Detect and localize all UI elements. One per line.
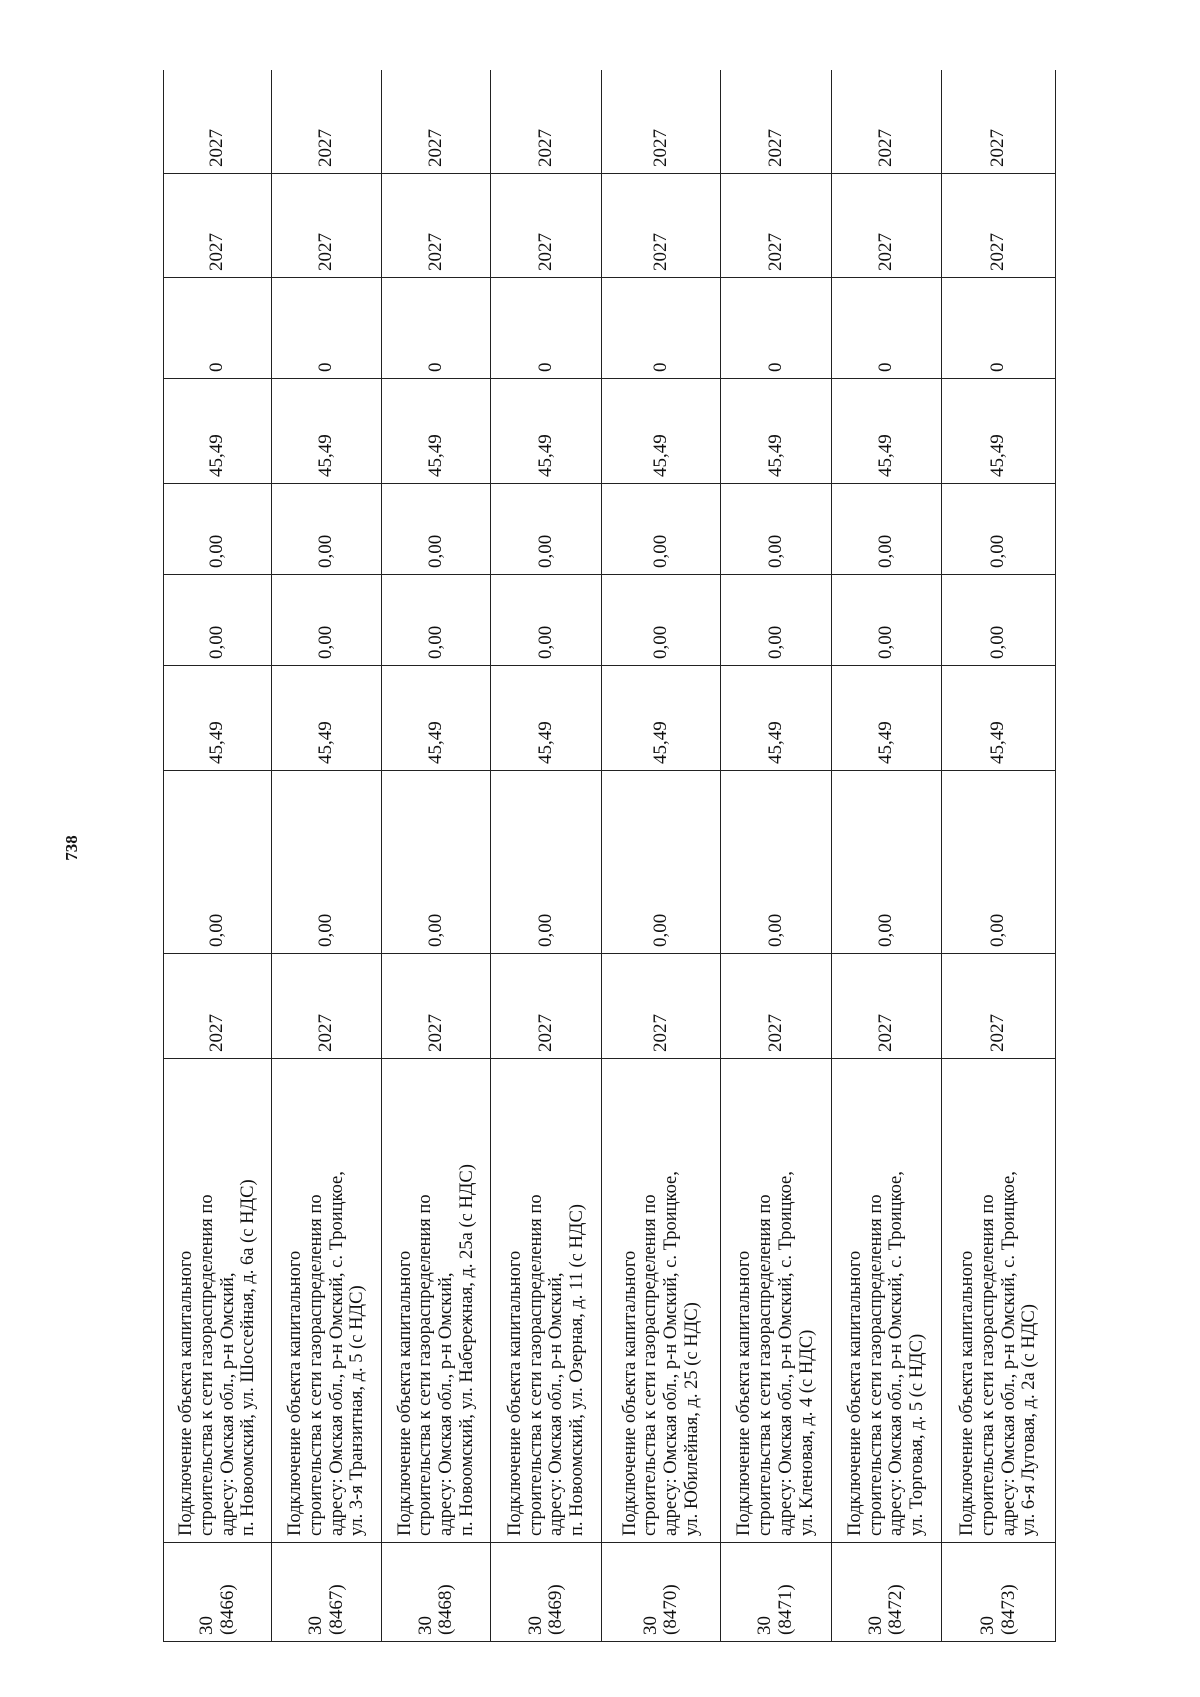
end-year-cell: 2027	[164, 70, 272, 174]
row-number: 30	[754, 1616, 776, 1635]
object-description-cell	[164, 1059, 272, 1543]
row-number-cell	[721, 1543, 832, 1642]
value-cell-1: 0,00	[272, 771, 382, 954]
value-cell-5: 45,49	[272, 379, 382, 484]
start-year-cell: 2027	[602, 174, 721, 278]
year-cell: 2027	[164, 954, 272, 1059]
start-year-cell: 2027	[381, 174, 491, 278]
row-code: (8471)	[774, 1584, 796, 1635]
year-cell: 2027	[831, 954, 942, 1059]
description-line: Подключение объекта капитального	[504, 1250, 525, 1536]
description-line: ул. Кленовая, д. 4 (с НДС)	[796, 1329, 817, 1536]
year-cell: 2027	[272, 954, 382, 1059]
description-line: Подключение объекта капитального	[619, 1250, 640, 1536]
row-number: 30	[414, 1616, 436, 1635]
description-line: Подключение объекта капитального	[285, 1250, 306, 1536]
end-year-cell: 2027	[721, 70, 832, 174]
description-line: п. Новоомский, ул. Набережная, д. 25а (с НДС)	[456, 1164, 477, 1536]
value-cell-2: 45,49	[602, 666, 721, 771]
value-cell-3: 0,00	[721, 575, 832, 666]
description-line: Подключение объекта капитального	[957, 1250, 978, 1536]
value-cell-6: 0	[602, 278, 721, 379]
value-cell-5: 45,49	[164, 379, 272, 484]
row-number-cell	[491, 1543, 602, 1642]
row-number: 30	[977, 1616, 999, 1635]
description-line: адресу: Омская обл., р-н Омский, с. Троицкое,	[661, 1171, 682, 1536]
value-cell-4: 0,00	[164, 484, 272, 575]
row-code: (8469)	[545, 1584, 567, 1635]
start-year-cell: 2027	[942, 174, 1056, 278]
value-cell-1: 0,00	[381, 771, 491, 954]
description-line: Подключение объекта капитального	[176, 1250, 197, 1536]
value-cell-2: 45,49	[381, 666, 491, 771]
end-year-cell: 2027	[831, 70, 942, 174]
value-cell-6: 0	[272, 278, 382, 379]
row-number-cell	[164, 1543, 272, 1642]
start-year-cell: 2027	[831, 174, 942, 278]
object-description-cell	[381, 1059, 491, 1543]
description-line: адресу: Омская обл., р-н Омский, с. Троицкое,	[326, 1171, 347, 1536]
value-cell-2: 45,49	[721, 666, 832, 771]
row-number: 30	[864, 1616, 886, 1635]
row-code: (8470)	[660, 1584, 682, 1635]
description-line: строительства к сети газораспределения по	[525, 1194, 546, 1536]
row-code: (8472)	[885, 1584, 907, 1635]
description-line: строительства к сети газораспределения по	[755, 1194, 776, 1536]
year-cell: 2027	[491, 954, 602, 1059]
start-year-cell: 2027	[491, 174, 602, 278]
page-number: 738	[62, 835, 81, 861]
value-cell-1: 0,00	[831, 771, 942, 954]
description-line: ул. Юбилейная, д. 25 (с НДС)	[681, 1302, 702, 1536]
value-cell-6: 0	[491, 278, 602, 379]
description-line: ул. 6-я Луговая, д. 2а (с НДС)	[1019, 1304, 1040, 1536]
row-number-cell	[381, 1543, 491, 1642]
value-cell-6: 0	[942, 278, 1056, 379]
table-frame	[163, 70, 1056, 1642]
description-line: адресу: Омская обл., р-н Омский, с. Троицкое,	[775, 1171, 796, 1536]
table-row	[942, 70, 1056, 1642]
value-cell-1: 0,00	[721, 771, 832, 954]
value-cell-1: 0,00	[164, 771, 272, 954]
row-number-cell	[272, 1543, 382, 1642]
description-line: адресу: Омская обл., р-н Омский,	[436, 1272, 457, 1536]
description-line: адресу: Омская обл., р-н Омский,	[546, 1272, 567, 1536]
value-cell-2: 45,49	[164, 666, 272, 771]
row-code: (8473)	[997, 1584, 1019, 1635]
description-line: п. Новоомский, ул. Озерная, д. 11 (с НДС)	[566, 1204, 587, 1536]
value-cell-2: 45,49	[272, 666, 382, 771]
table-row	[491, 70, 602, 1642]
description-line: адресу: Омская обл., р-н Омский,	[217, 1272, 238, 1536]
investment-table	[163, 70, 1056, 1642]
description-line: строительства к сети газораспределения по	[415, 1194, 436, 1536]
value-cell-5: 45,49	[381, 379, 491, 484]
object-description-cell	[272, 1059, 382, 1543]
object-description-cell	[602, 1059, 721, 1543]
table-row	[381, 70, 491, 1642]
row-number: 30	[305, 1616, 327, 1635]
start-year-cell: 2027	[272, 174, 382, 278]
value-cell-3: 0,00	[602, 575, 721, 666]
value-cell-3: 0,00	[272, 575, 382, 666]
description-line: ул. Торговая, д. 5 (с НДС)	[907, 1333, 928, 1536]
year-cell: 2027	[602, 954, 721, 1059]
value-cell-4: 0,00	[491, 484, 602, 575]
table-row	[164, 70, 272, 1642]
table-row	[721, 70, 832, 1642]
description-line: Подключение объекта капитального	[734, 1250, 755, 1536]
row-number: 30	[524, 1616, 546, 1635]
value-cell-4: 0,00	[942, 484, 1056, 575]
year-cell: 2027	[942, 954, 1056, 1059]
end-year-cell: 2027	[942, 70, 1056, 174]
row-code: (8466)	[216, 1584, 238, 1635]
description-line: адресу: Омская обл., р-н Омский, с. Троицкое,	[998, 1171, 1019, 1536]
table-body	[164, 70, 1056, 1642]
end-year-cell: 2027	[491, 70, 602, 174]
rotated-table-container	[163, 70, 1056, 1642]
value-cell-4: 0,00	[721, 484, 832, 575]
row-number-cell	[602, 1543, 721, 1642]
object-description-cell	[942, 1059, 1056, 1543]
value-cell-4: 0,00	[831, 484, 942, 575]
table-row	[602, 70, 721, 1642]
description-line: строительства к сети газораспределения по	[305, 1194, 326, 1536]
description-line: строительства к сети газораспределения по	[977, 1194, 998, 1536]
start-year-cell: 2027	[164, 174, 272, 278]
value-cell-1: 0,00	[491, 771, 602, 954]
value-cell-3: 0,00	[491, 575, 602, 666]
value-cell-5: 45,49	[602, 379, 721, 484]
value-cell-5: 45,49	[491, 379, 602, 484]
value-cell-3: 0,00	[942, 575, 1056, 666]
row-number: 30	[196, 1616, 218, 1635]
value-cell-4: 0,00	[602, 484, 721, 575]
value-cell-5: 45,49	[942, 379, 1056, 484]
start-year-cell: 2027	[721, 174, 832, 278]
object-description-cell	[831, 1059, 942, 1543]
value-cell-3: 0,00	[164, 575, 272, 666]
description-line: строительства к сети газораспределения по	[197, 1194, 217, 1536]
value-cell-2: 45,49	[491, 666, 602, 771]
value-cell-1: 0,00	[942, 771, 1056, 954]
year-cell: 2027	[721, 954, 832, 1059]
value-cell-3: 0,00	[381, 575, 491, 666]
value-cell-4: 0,00	[272, 484, 382, 575]
description-line: Подключение объекта капитального	[394, 1250, 415, 1536]
value-cell-6: 0	[721, 278, 832, 379]
table-row	[272, 70, 382, 1642]
value-cell-6: 0	[831, 278, 942, 379]
row-code: (8468)	[435, 1584, 457, 1635]
value-cell-6: 0	[164, 278, 272, 379]
description-line: адресу: Омская обл., р-н Омский, с. Троицкое,	[886, 1171, 907, 1536]
description-line: п. Новоомский, ул. Шоссейная, д. 6а (с НДС)	[238, 1179, 259, 1536]
value-cell-5: 45,49	[721, 379, 832, 484]
description-line: строительства к сети газораспределения по	[640, 1194, 661, 1536]
description-line: строительства к сети газораспределения по	[865, 1194, 886, 1536]
end-year-cell: 2027	[272, 70, 382, 174]
end-year-cell: 2027	[381, 70, 491, 174]
value-cell-2: 45,49	[831, 666, 942, 771]
value-cell-2: 45,49	[942, 666, 1056, 771]
value-cell-4: 0,00	[381, 484, 491, 575]
description-line: ул. 3-я Транзитная, д. 5 (с НДС)	[347, 1285, 368, 1536]
row-number: 30	[639, 1616, 661, 1635]
value-cell-6: 0	[381, 278, 491, 379]
table-row	[831, 70, 942, 1642]
object-description-cell	[491, 1059, 602, 1543]
row-number-cell	[831, 1543, 942, 1642]
value-cell-1: 0,00	[602, 771, 721, 954]
row-code: (8467)	[325, 1584, 347, 1635]
value-cell-3: 0,00	[831, 575, 942, 666]
value-cell-5: 45,49	[831, 379, 942, 484]
object-description-cell	[721, 1059, 832, 1543]
row-number-cell	[942, 1543, 1056, 1642]
end-year-cell: 2027	[602, 70, 721, 174]
year-cell: 2027	[381, 954, 491, 1059]
description-line: Подключение объекта капитального	[844, 1250, 865, 1536]
